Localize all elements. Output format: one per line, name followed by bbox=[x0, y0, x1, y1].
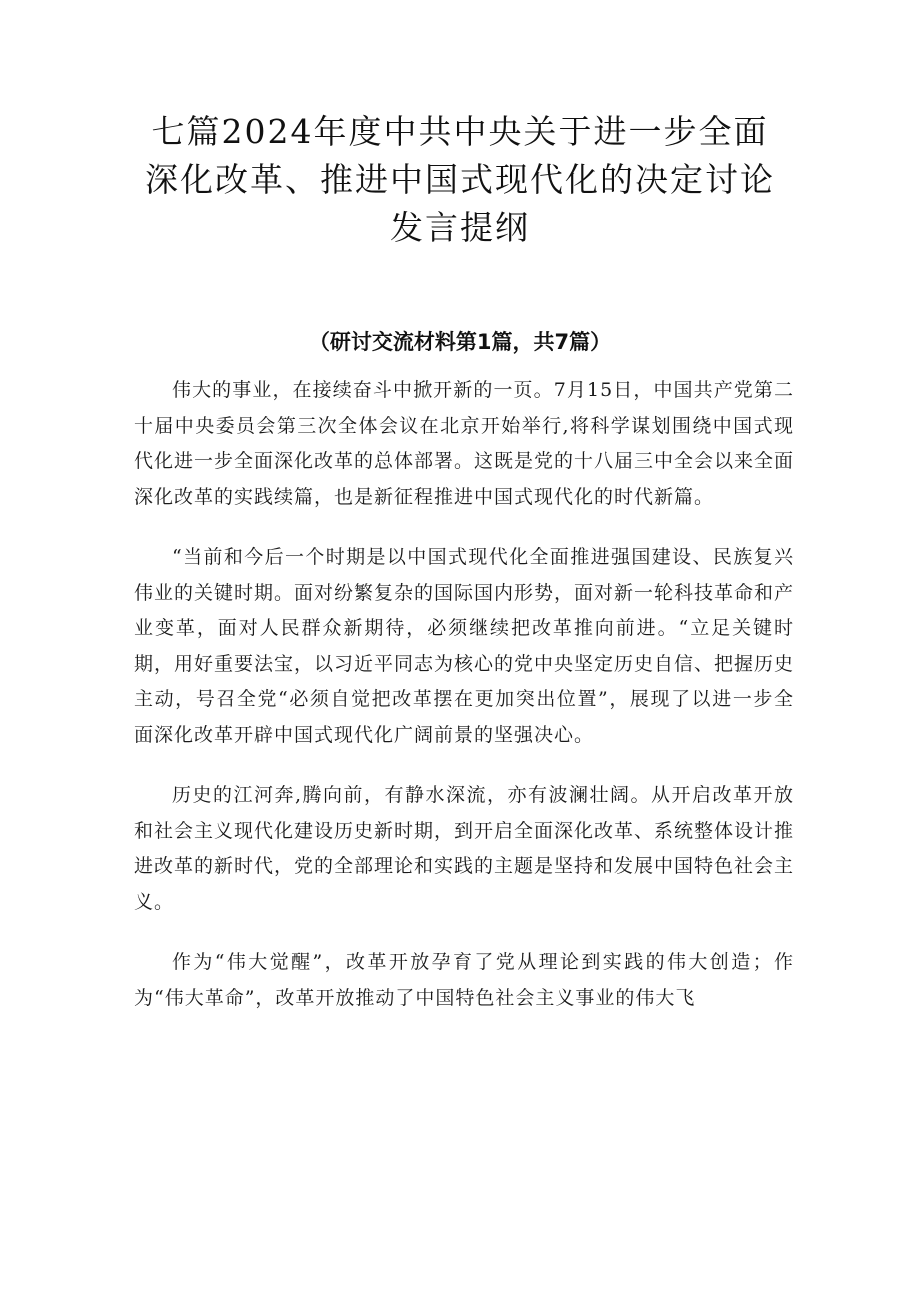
paragraph: 作为“伟大觉醒”，改革开放孕育了党从理论到实践的伟大创造；作为“伟大革命”，改革开放推动了中国特色社会主义事业的伟大飞 bbox=[134, 951, 794, 1009]
paragraph: 伟大的事业，在接续奋斗中掀开新的一页。7月15日，中国共产党第二十届中央委员会第三次全体会议在北京开始举行,将科学谋划围绕中国式现代化进一步全面深化改革的总体部署。这既是党的十八届三中全会以来全面深化改革的实践续篇，也是新征程推进中国式现代化的时代新篇。 bbox=[134, 379, 795, 508]
paragraph: “当前和今后一个时期是以中国式现代化全面推进强国建设、民族复兴伟业的关键时期。面对纷繁复杂的国际国内形势，面对新一轮科技革命和产业变革，面对人民群众新期待，必须继续把改革推向前进。“立足关键时期，用好重要法宝，以习近平同志为核心的党中央坚定历史自信、把握历史主动，号召全党“必须自觉把改革摆在更加突出位置”，展现了以进一步全面深化改革开辟中国式现代化广阔前景的坚强决心。 bbox=[134, 546, 795, 746]
document-body bbox=[134, 373, 794, 1041]
document-subtitle: （研讨交流材料第1篇，共7篇） bbox=[308, 330, 612, 354]
document-title: 七篇2024年度中共中央关于进一步全面深化改革、推进中国式现代化的决定讨论发言提纲 bbox=[145, 112, 775, 247]
paragraph: 历史的江河奔,腾向前，有静水深流，亦有波澜壮阔。从开启改革开放和社会主义现代化建设历史新时期，到开启全面深化改革、系统整体设计推进改革的新时代，党的全部理论和实践的主题是坚持和发展中国特色社会主义。 bbox=[134, 784, 795, 913]
